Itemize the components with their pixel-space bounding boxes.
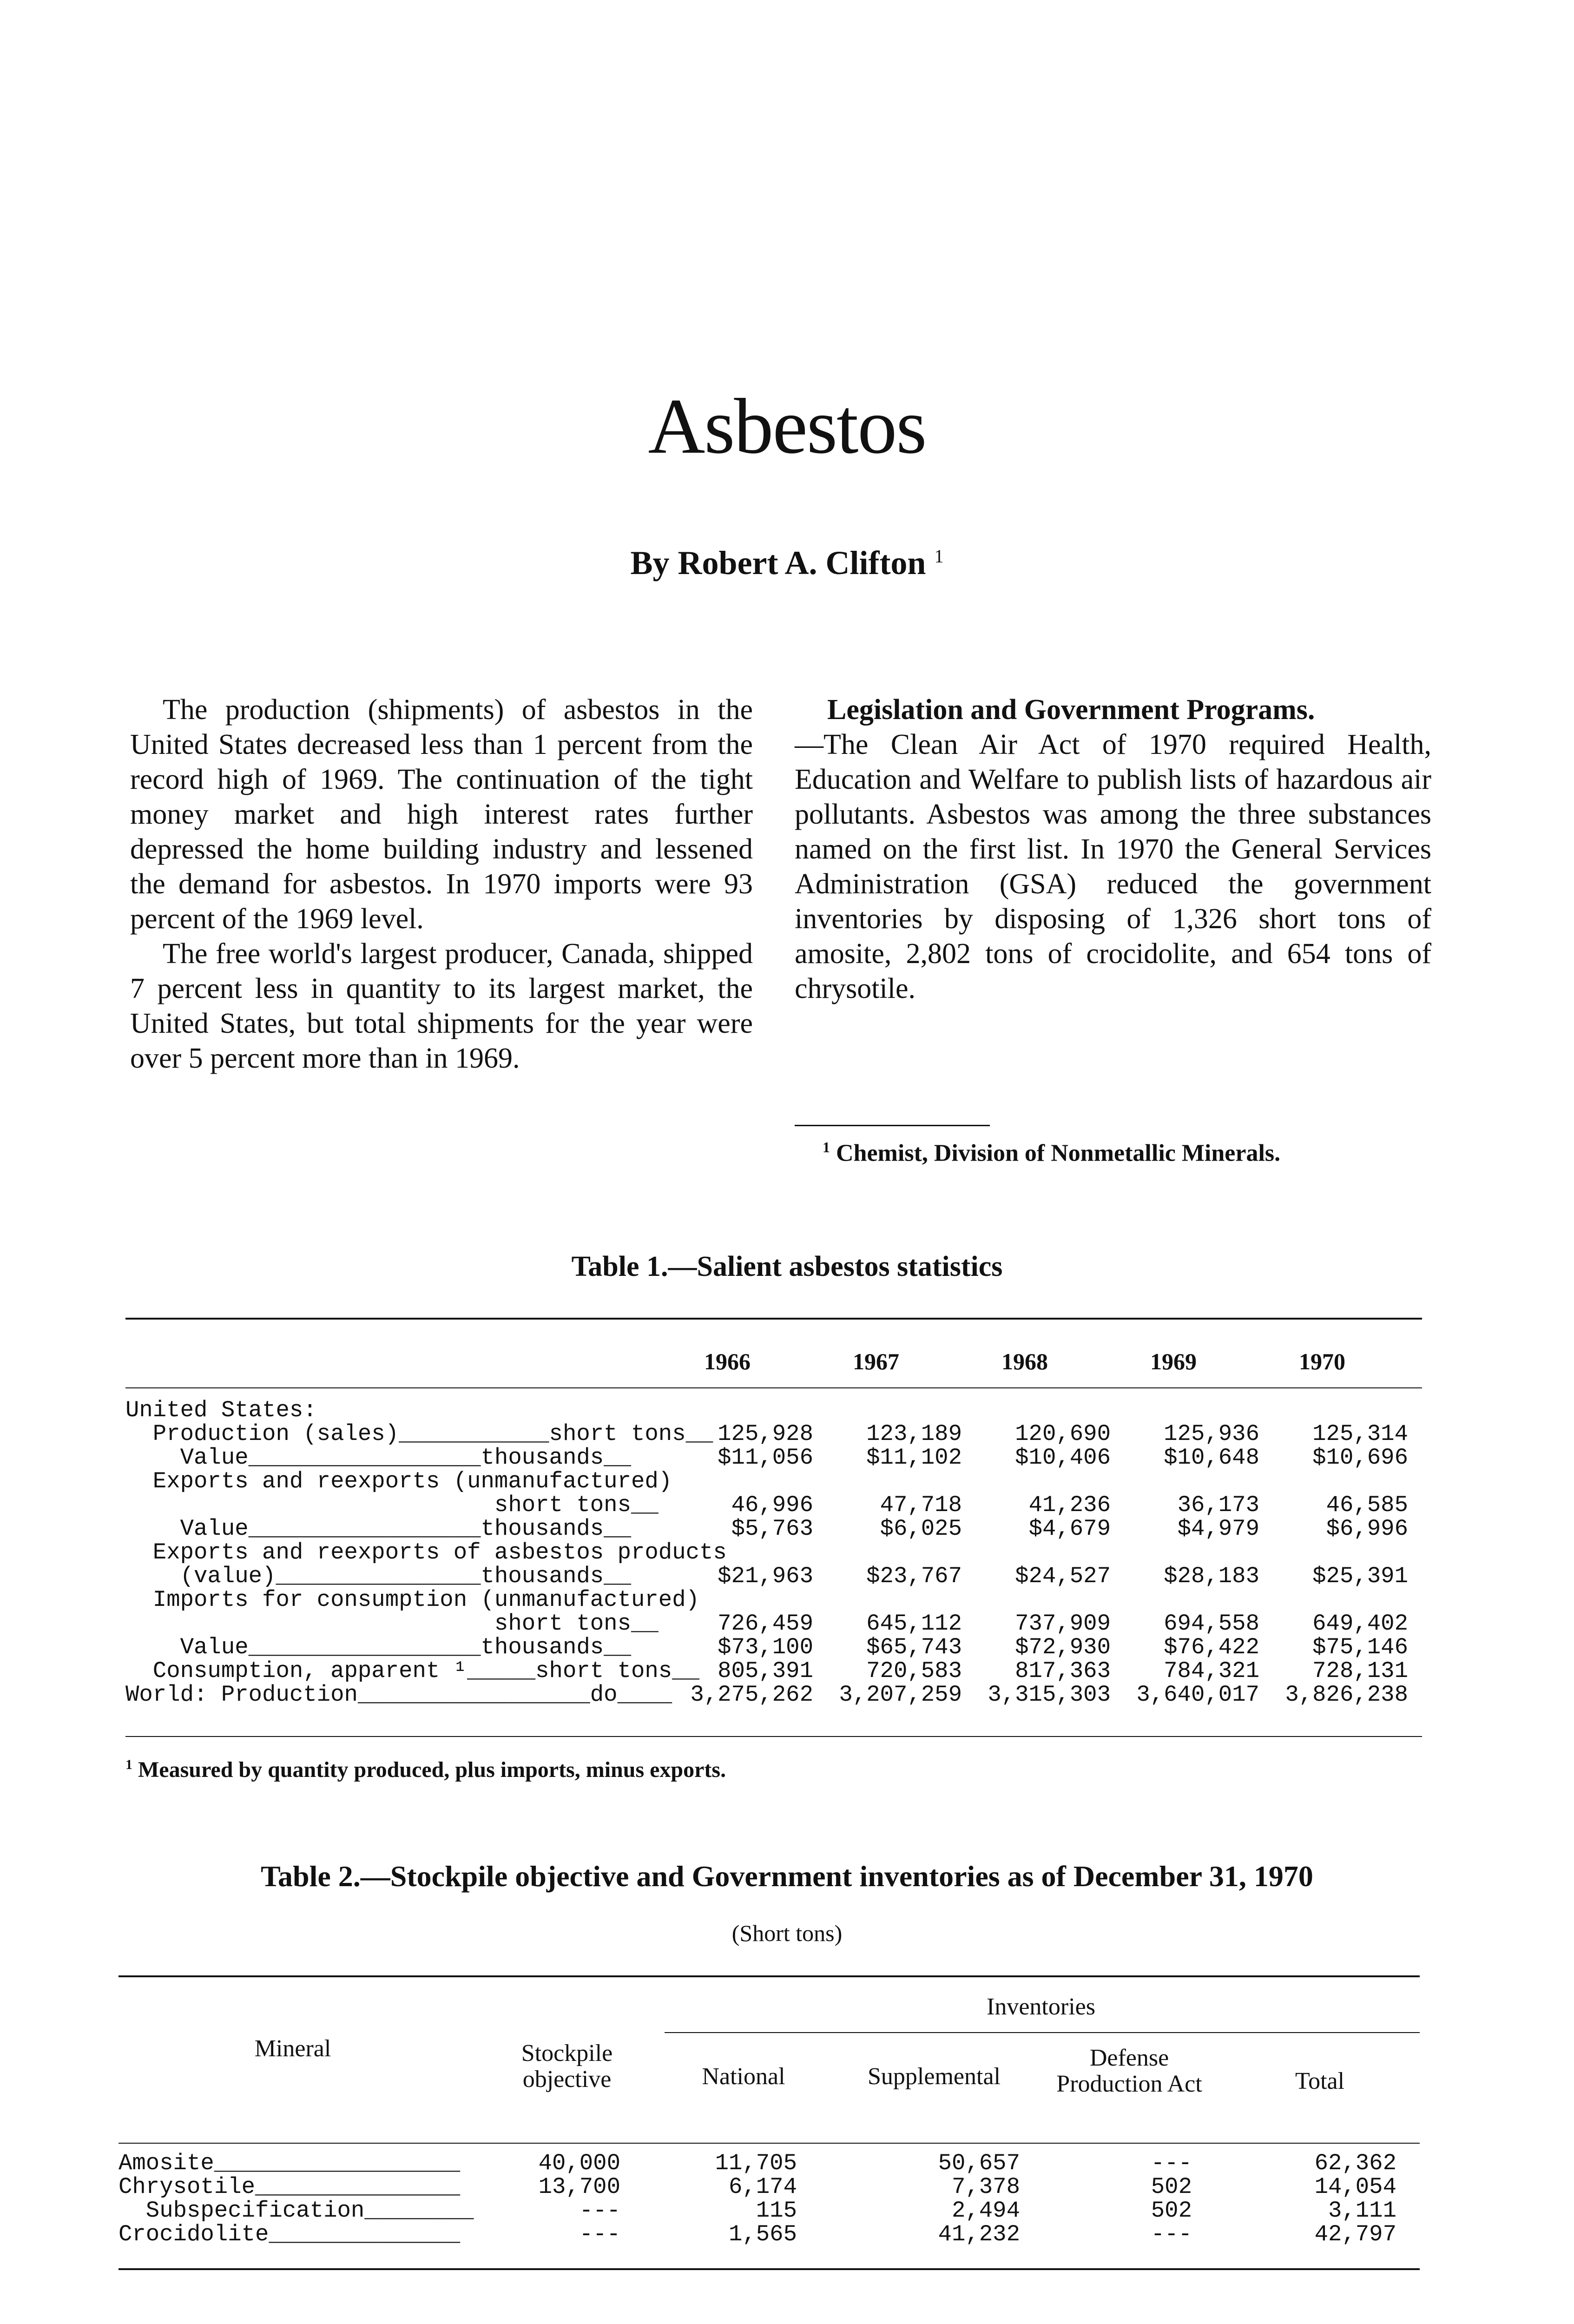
table1-top-rule [125, 1318, 1422, 1320]
table1-cell-1969: $28,183 [1164, 1563, 1259, 1589]
table1-row-label: Consumption, apparent ¹_____short tons__ [125, 1658, 700, 1684]
footnote-text: Chemist, Division of Nonmetallic Minerals. [836, 1140, 1281, 1167]
table1-footnote-mark: 1 [125, 1757, 132, 1772]
table1-cell-1966: 125,928 [718, 1421, 813, 1447]
table1-year-1970: 1970 [1299, 1348, 1345, 1374]
table2-subcaption: (Short tons) [731, 1920, 843, 1946]
table1-cell-1968: 120,690 [1015, 1421, 1111, 1447]
table1-row-label: short tons__ [125, 1492, 659, 1518]
table1-cell-1970: $75,146 [1312, 1634, 1408, 1660]
byline-footnote-mark: 1 [934, 546, 944, 567]
table2-cell-defense: 502 [1151, 2174, 1192, 2200]
table2-cell-total: 3,111 [1328, 2198, 1396, 2224]
table1-cell-1967: $11,102 [866, 1445, 962, 1471]
table2-cell-national: 115 [756, 2198, 797, 2224]
table1-cell-1970: $6,996 [1326, 1516, 1408, 1542]
table1-cell-1969: $76,422 [1164, 1634, 1259, 1660]
table2-header-inventories: Inventories [987, 1994, 1095, 2020]
table1-cell-1967: 645,112 [866, 1611, 962, 1637]
table1-body [125, 1399, 1422, 1724]
table1-row-label: Value_________________thousands__ [125, 1516, 631, 1542]
table1-year-1966: 1966 [704, 1348, 751, 1374]
table1-cell-1967: 720,583 [866, 1658, 962, 1684]
table1-row-label: Imports for consumption (unmanufactured) [125, 1587, 700, 1613]
left-column [130, 693, 753, 1076]
table1-year-1968: 1968 [1001, 1348, 1048, 1374]
table2-cell-objective: --- [579, 2198, 620, 2224]
table2-cell-defense: --- [1151, 2150, 1192, 2176]
table1-cell-1968: $4,679 [1028, 1516, 1111, 1542]
table2-cell-objective: 13,700 [538, 2174, 620, 2200]
table1-cell-1967: $23,767 [866, 1563, 962, 1589]
table2-cell-supplemental: 2,494 [951, 2198, 1020, 2224]
table1-row-label: Exports and reexports (unmanufactured) [125, 1468, 672, 1494]
table2-cell-national: 1,565 [728, 2221, 797, 2247]
table2-cell-total: 62,362 [1314, 2150, 1396, 2176]
table1-footnote-text: Measured by quantity produced, plus imports, minus exports. [138, 1757, 726, 1782]
paragraph-production: The production (shipments) of asbestos in the United States decreased less than 1 percent from the record high of 1969. The continuation of the tight money market and high interest rates further depressed the home building industry and lessened the demand for asbestos. In 1970 imports were 93 percent of the 1969 level. [130, 694, 753, 935]
table1-cell-1966: 3,275,262 [690, 1682, 813, 1708]
right-column [795, 693, 1431, 1006]
table1-cell-1969: 694,558 [1164, 1611, 1259, 1637]
table1-year-1967: 1967 [853, 1348, 899, 1374]
byline-text: By Robert A. Clifton [630, 544, 926, 581]
table1-cell-1966: $21,963 [718, 1563, 813, 1589]
table2-cell-total: 14,054 [1314, 2174, 1396, 2200]
table2-cell-total: 42,797 [1314, 2221, 1396, 2247]
table2-cell-defense: 502 [1151, 2198, 1192, 2224]
table2-cell-national: 6,174 [728, 2174, 797, 2200]
paragraph-legislation [795, 693, 1431, 1006]
table2-cell-objective: --- [579, 2221, 620, 2247]
article-title: Asbestos [648, 383, 926, 470]
table2-header-total: Total [1295, 2068, 1345, 2094]
table2-header-supplemental: Supplemental [868, 2063, 1001, 2090]
paragraph-canada: The free world's largest producer, Canada, shipped 7 percent less in quantity to its largest market, the United States, but total shipments for the year were over 5 percent more than in 1969. [130, 938, 753, 1074]
table1-cell-1970: 125,314 [1312, 1421, 1408, 1447]
table1-cell-1969: $4,979 [1177, 1516, 1259, 1542]
legislation-text: —The Clean Air Act of 1970 required Health, Education and Welfare to publish lists of hazardous air pollutants. Asbestos was among the three substances named on the first list. In 1970 the General Services Administration (GSA) reduced the government inventories by disposing of 1,326 short tons of amosite, 2,802 tons of crocidolite, and 654 tons of chrysotile. [795, 729, 1431, 1004]
table1-cell-1969: 3,640,017 [1136, 1682, 1259, 1708]
table1-cell-1966: $73,100 [718, 1634, 813, 1660]
table1-cell-1967: $6,025 [880, 1516, 962, 1542]
table2-caption: Table 2.—Stockpile objective and Government inventories as of December 31, 1970 [261, 1860, 1313, 1893]
author-footnote [823, 1139, 1280, 1167]
byline [0, 544, 1574, 582]
table1-cell-1969: $10,648 [1164, 1445, 1259, 1471]
table2-row-label: Crocidolite______________ [119, 2221, 461, 2247]
table1-cell-1970: 46,585 [1326, 1492, 1408, 1518]
footnote-mark: 1 [823, 1139, 830, 1155]
table1-header-rule [125, 1387, 1422, 1388]
table2-bottom-rule [119, 2268, 1420, 2270]
table1-row-label: Exports and reexports of asbestos products [125, 1539, 727, 1565]
table1-cell-1967: 3,207,259 [839, 1682, 962, 1708]
table1-cell-1967: 47,718 [880, 1492, 962, 1518]
table1-cell-1966: 805,391 [718, 1658, 813, 1684]
footnote-rule [795, 1125, 990, 1126]
table1-bottom-rule [125, 1736, 1422, 1737]
table1-cell-1968: 3,315,303 [988, 1682, 1111, 1708]
table1-cell-1969: 784,321 [1164, 1658, 1259, 1684]
table2-cell-supplemental: 7,378 [951, 2174, 1020, 2200]
table2-cell-objective: 40,000 [538, 2150, 620, 2176]
table1-cell-1966: 726,459 [718, 1611, 813, 1637]
table1-cell-1968: 41,236 [1028, 1492, 1111, 1518]
table2-cell-supplemental: 50,657 [938, 2150, 1020, 2176]
table1-cell-1966: 46,996 [731, 1492, 813, 1518]
table1-footnote [125, 1757, 726, 1783]
table1-cell-1969: 125,936 [1164, 1421, 1259, 1447]
table2-header-rule [119, 2143, 1420, 2144]
table1-cell-1970: $25,391 [1312, 1563, 1408, 1589]
table1-row-label: Value_________________thousands__ [125, 1445, 631, 1471]
table1-row-label: short tons__ [125, 1611, 659, 1637]
table1-cell-1968: 737,909 [1015, 1611, 1111, 1637]
table1-cell-1968: 817,363 [1015, 1658, 1111, 1684]
table2-body [119, 2152, 1420, 2259]
table1-cell-1968: $10,406 [1015, 1445, 1111, 1471]
table2-row-label: Amosite__________________ [119, 2150, 461, 2176]
table1-row-label: United States: [125, 1397, 317, 1423]
table2-inventories-rule [665, 2032, 1420, 2033]
table1-row-label: (value)_______________thousands__ [125, 1563, 631, 1589]
table1-cell-1970: 728,131 [1312, 1658, 1408, 1684]
table1-cell-1966: $5,763 [731, 1516, 813, 1542]
table1-row-label: Value_________________thousands__ [125, 1634, 631, 1660]
table2-cell-defense: --- [1151, 2221, 1192, 2247]
table1-cell-1966: $11,056 [718, 1445, 813, 1471]
table1-cell-1970: $10,696 [1312, 1445, 1408, 1471]
table2-row-label: Subspecification________ [119, 2198, 474, 2224]
table1-row-label: Production (sales)___________short tons__ [125, 1421, 713, 1447]
table2-cell-supplemental: 41,232 [938, 2221, 1020, 2247]
section-heading-legislation: Legislation and Government Programs. [827, 694, 1315, 726]
table1-cell-1968: $72,930 [1015, 1634, 1111, 1660]
table2-header-mineral: Mineral [254, 2035, 331, 2062]
table1-cell-1970: 649,402 [1312, 1611, 1408, 1637]
table1-cell-1967: $65,743 [866, 1634, 962, 1660]
table2-cell-national: 11,705 [715, 2150, 797, 2176]
table1-cell-1969: 36,173 [1177, 1492, 1259, 1518]
table1-year-1969: 1969 [1150, 1348, 1197, 1374]
table2-header-defense: Defense Production Act [1056, 2045, 1202, 2097]
table1-cell-1968: $24,527 [1015, 1563, 1111, 1589]
table2-header-objective: Stockpile objective [521, 2040, 613, 2093]
table1-cell-1967: 123,189 [866, 1421, 962, 1447]
table1-cell-1970: 3,826,238 [1285, 1682, 1408, 1708]
table2-header-national: National [702, 2063, 785, 2090]
table2-top-rule [119, 1975, 1420, 1977]
table2-row-label: Chrysotile_______________ [119, 2174, 461, 2200]
table1-caption: Table 1.—Salient asbestos statistics [571, 1251, 1003, 1282]
table1-row-label: World: Production_________________do____ [125, 1682, 672, 1708]
